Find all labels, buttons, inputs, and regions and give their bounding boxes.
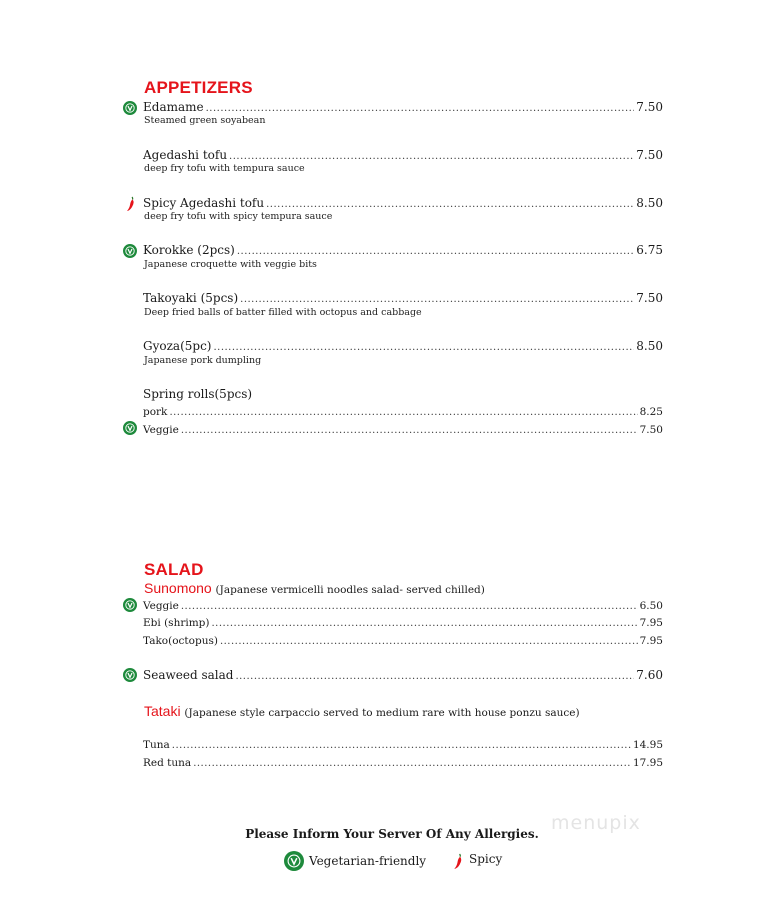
vegetarian-icon [123, 668, 137, 682]
item-price: 7.50 [636, 100, 663, 114]
salad-title: SALAD [144, 560, 204, 579]
item-description: Japanese pork dumpling [144, 355, 262, 366]
watermark: menupix [551, 812, 641, 834]
item-name: Agedashi tofu [143, 148, 228, 162]
dot-leader [235, 669, 634, 684]
sunomono-note: (Japanese vermicelli noodles salad- served chilled) [215, 584, 485, 596]
item-price: 6.75 [636, 243, 663, 257]
tataki-note: (Japanese style carpaccio served to medium rare with house ponzu sauce) [184, 707, 580, 719]
item-price: 8.50 [636, 196, 663, 210]
item-description: Japanese croquette with veggie bits [144, 259, 317, 270]
item-price: 7.50 [636, 148, 663, 162]
option-name: Veggie [143, 424, 179, 436]
option-name: pork [143, 406, 168, 418]
dot-leader [213, 340, 634, 355]
item-name: Seaweed salad [143, 668, 234, 682]
legend-spicy-label: Spicy [469, 852, 503, 866]
option-price: 6.50 [639, 600, 663, 612]
vegetarian-icon [123, 421, 137, 435]
item-description: deep fry tofu with tempura sauce [144, 163, 305, 174]
option-price: 17.95 [632, 757, 663, 769]
option-name: Tuna [143, 739, 170, 751]
option-price: 14.95 [632, 739, 663, 751]
item-description: deep fry tofu with spicy tempura sauce [144, 211, 333, 222]
option-price: 7.95 [639, 617, 663, 629]
menu-option-sunomono-veggie [143, 599, 663, 614]
option-price: 7.50 [639, 424, 663, 436]
dot-leader [193, 756, 631, 771]
menu-item-takoyaki [143, 291, 663, 307]
dot-leader [172, 738, 631, 753]
option-name: Red tuna [143, 757, 192, 769]
item-description: Steamed green soyabean [144, 115, 266, 126]
item-name: Takoyaki (5pcs) [143, 291, 239, 305]
dot-leader [211, 616, 637, 631]
chili-pepper-icon [126, 196, 136, 212]
dot-leader [237, 244, 634, 259]
chili-pepper-icon [453, 853, 464, 870]
item-name: Korokke (2pcs) [143, 243, 235, 257]
menu-item-korokke [143, 243, 663, 259]
appetizers-title: APPETIZERS [144, 78, 253, 97]
menu-item-agedashi-tofu [143, 148, 663, 164]
menu-item-spicy-agedashi-tofu [143, 196, 663, 212]
menu-item-gyoza [143, 339, 663, 355]
menu-option-sunomono-ebi [143, 616, 663, 631]
item-price: 7.60 [636, 668, 663, 682]
menu-option-sunomono-tako [143, 634, 663, 649]
option-price: 7.95 [639, 635, 663, 647]
spring-rolls-title: Spring rolls(5pcs) [143, 387, 253, 401]
dot-leader [229, 149, 634, 164]
item-name: Edamame [143, 100, 204, 114]
item-description: Deep fried balls of batter filled with octopus and cabbage [144, 307, 422, 318]
dot-leader [181, 423, 638, 438]
allergy-note: Please Inform Your Server Of Any Allergies. [245, 827, 539, 841]
dot-leader [266, 197, 634, 212]
item-price: 8.50 [636, 339, 663, 353]
item-price: 7.50 [636, 291, 663, 305]
menu-option-spring-roll-pork [143, 405, 663, 420]
option-name: Ebi (shrimp) [143, 617, 210, 629]
vegetarian-icon [284, 851, 304, 871]
menu-option-spring-roll-veggie [143, 423, 663, 438]
option-price: 8.25 [639, 406, 663, 418]
legend-vegetarian-label: Vegetarian-friendly [309, 854, 427, 868]
dot-leader [169, 405, 637, 420]
tataki-name: Tataki [144, 703, 181, 719]
vegetarian-icon [123, 101, 137, 115]
dot-leader [240, 292, 634, 307]
item-name: Gyoza(5pc) [143, 339, 212, 353]
menu-item-seaweed-salad [143, 668, 663, 684]
dot-leader [220, 634, 638, 649]
sunomono-name: Sunomono [144, 580, 212, 596]
vegetarian-icon [123, 598, 137, 612]
tataki-heading [144, 703, 580, 721]
option-name: Tako(octopus) [143, 635, 218, 647]
vegetarian-icon [123, 244, 137, 258]
item-name: Spicy Agedashi tofu [143, 196, 265, 210]
menu-item-edamame [143, 100, 663, 116]
sunomono-heading [144, 580, 485, 598]
menu-option-tataki-tuna [143, 738, 663, 753]
dot-leader [181, 599, 638, 614]
menu-option-tataki-red-tuna [143, 756, 663, 771]
option-name: Veggie [143, 600, 179, 612]
dot-leader [206, 101, 635, 116]
